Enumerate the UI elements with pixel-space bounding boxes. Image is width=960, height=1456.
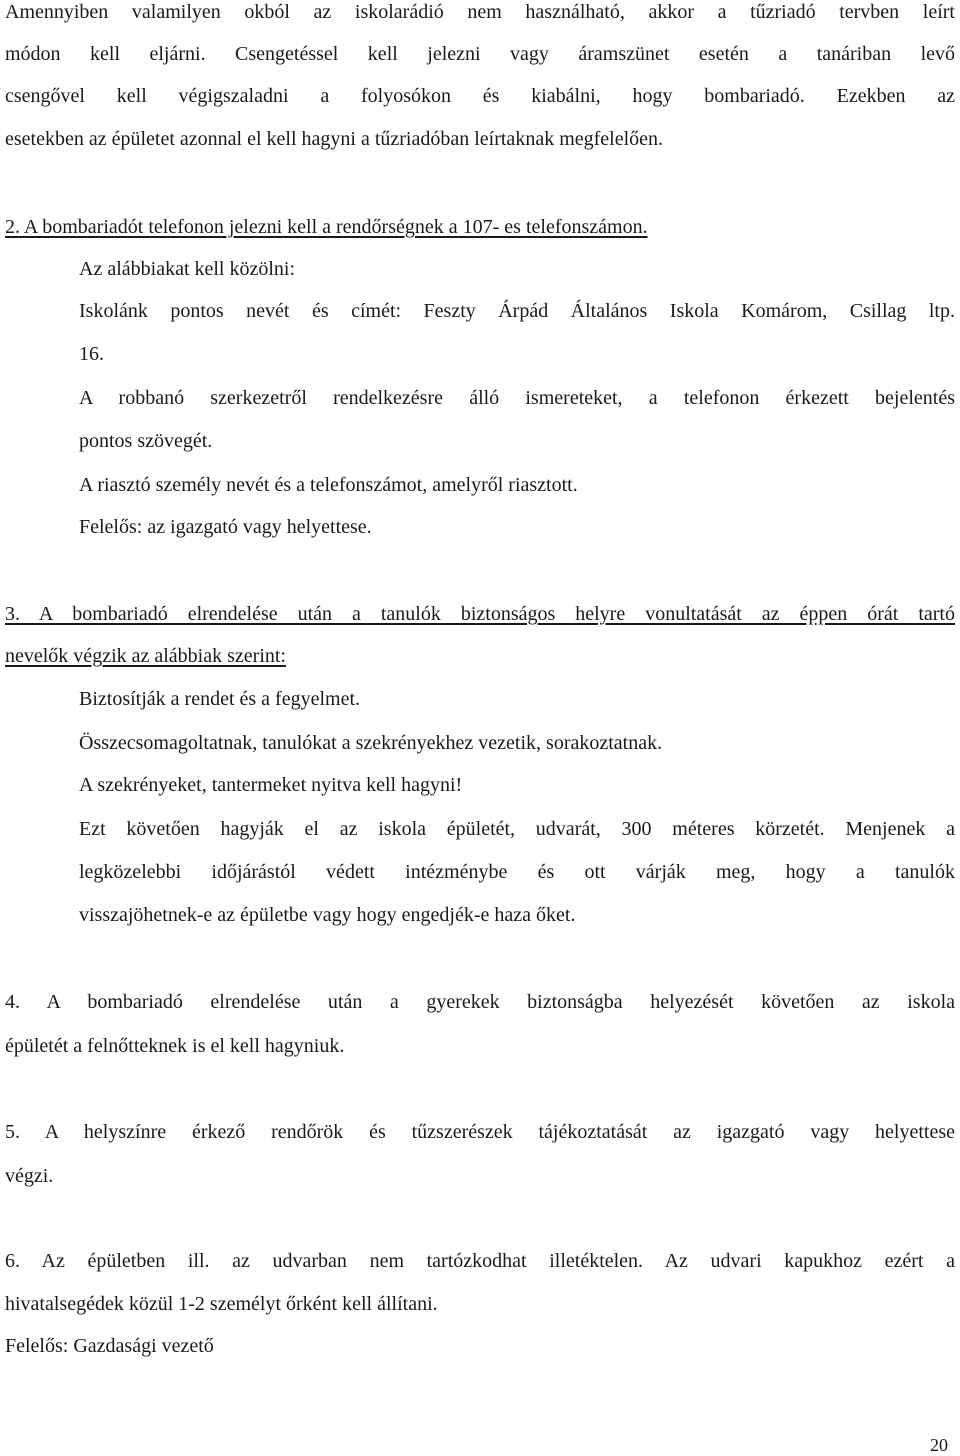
intro-line-2: módon kell eljárni. Csengetéssel kell jelezni vagy áramszünet esetén a tanáriban levő xyxy=(5,43,955,65)
section-2-line-1: Az alábbiakat kell közölni: xyxy=(79,258,296,280)
section-3-heading-2: nevelők végzik az alábbiak szerint: xyxy=(5,645,286,667)
page-number: 20 xyxy=(930,1435,948,1455)
section-3-line-5: legközelebbi időjárástól védett intézménybe és ott várják meg, hogy a tanulók xyxy=(79,861,955,883)
section-6-line-3: Felelős: Gazdasági vezető xyxy=(5,1335,214,1357)
section-5-line-2: végzi. xyxy=(5,1165,54,1187)
section-2-line-4: A robbanó szerkezetről rendelkezésre álló ismereteket, a telefonon érkezett bejelentés xyxy=(79,387,955,409)
section-2-heading: 2. A bombariadót telefonon jelezni kell a rendőrségnek a 107- es telefonszámon. xyxy=(5,216,648,238)
section-2-line-3: 16. xyxy=(79,343,104,365)
section-2-line-7: Felelős: az igazgató vagy helyettese. xyxy=(79,516,372,538)
intro-line-3: csengővel kell végigszaladni a folyosókon és kiabálni, hogy bombariadó. Ezekben az xyxy=(5,85,955,107)
section-4-line-1: 4. A bombariadó elrendelése után a gyerekek biztonságba helyezését követően az iskola xyxy=(5,991,955,1013)
section-2-line-2: Iskolánk pontos nevét és címét: Feszty Árpád Általános Iskola Komárom, Csillag ltp. xyxy=(79,300,955,322)
section-5-line-1: 5. A helyszínre érkező rendőrök és tűzszerészek tájékoztatását az igazgató vagy helyettese xyxy=(5,1121,955,1143)
intro-line-4: esetekben az épületet azonnal el kell hagyni a tűzriadóban leírtaknak megfelelően. xyxy=(5,128,664,150)
section-2-line-5: pontos szövegét. xyxy=(79,430,213,452)
section-2-line-6: A riasztó személy nevét és a telefonszámot, amelyről riasztott. xyxy=(79,474,578,496)
section-3-line-2: Összecsomagoltatnak, tanulókat a szekrényekhez vezetik, sorakoztatnak. xyxy=(79,732,663,754)
section-3-line-6: visszajöhetnek-e az épületbe vagy hogy engedjék-e haza őket. xyxy=(79,904,576,926)
section-4-line-2: épületét a felnőtteknek is el kell hagyniuk. xyxy=(5,1035,345,1057)
intro-line-1: Amennyiben valamilyen okból az iskolarádió nem használható, akkor a tűzriadó tervben leírt xyxy=(5,1,955,23)
section-6-line-2: hivatalsegédek közül 1-2 személyt őrként kell állítani. xyxy=(5,1293,438,1315)
section-3-line-1: Biztosítják a rendet és a fegyelmet. xyxy=(79,688,361,710)
section-3-heading-1: 3. A bombariadó elrendelése után a tanulók biztonságos helyre vonultatását az éppen órát tartó xyxy=(5,603,955,625)
section-3-line-4: Ezt követően hagyják el az iskola épületét, udvarát, 300 méteres körzetét. Menjenek a xyxy=(79,818,955,840)
section-3-line-3: A szekrényeket, tantermeket nyitva kell hagyni! xyxy=(79,774,463,796)
section-6-line-1: 6. Az épületben ill. az udvarban nem tartózkodhat illetéktelen. Az udvari kapukhoz ezért a xyxy=(5,1250,955,1272)
